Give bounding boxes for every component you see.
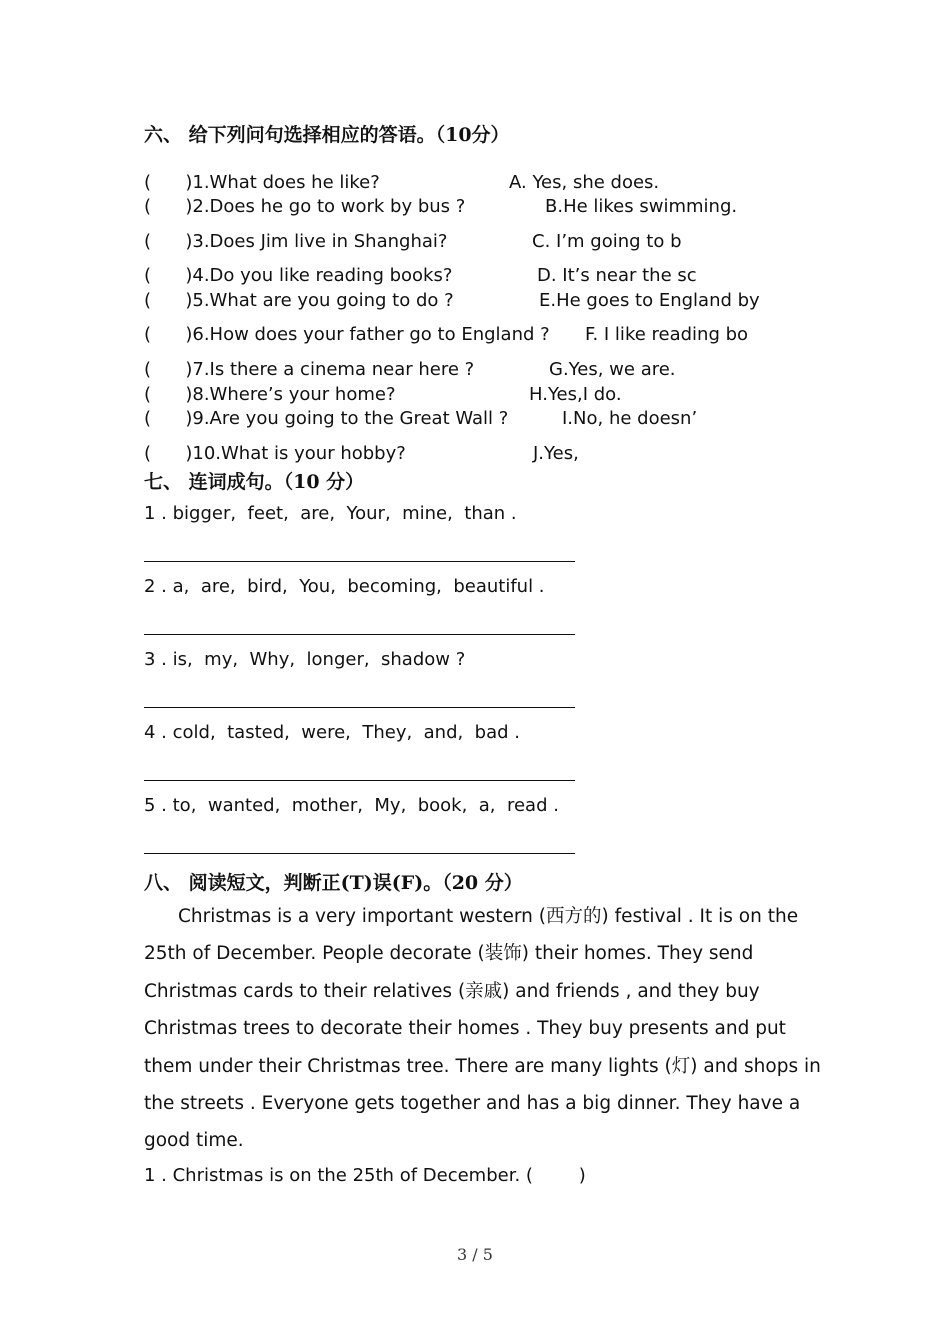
question-7: ( )7.Is there a cinema near here ? [144, 359, 475, 380]
question-10: ( )10.What is your hobby? [144, 443, 406, 464]
answer-d: D. It’s near the sc [537, 265, 697, 286]
question-4: ( )4.Do you like reading books? [144, 265, 453, 286]
answer-h: H.Yes,I do. [529, 384, 622, 405]
sentence-2: 2 . a, are, bird, You, becoming, beautiful . [144, 576, 545, 597]
sentence-1: 1 . bigger, feet, are, Your, mine, than . [144, 503, 517, 524]
reading-passage [144, 898, 824, 1160]
answer-line-5[interactable] [144, 853, 575, 854]
answer-line-2[interactable] [144, 634, 575, 635]
judgement-question-1: 1 . Christmas is on the 25th of December. ( ) [144, 1165, 586, 1186]
answer-i: I.No, he doesn’ [562, 408, 698, 429]
answer-e: E.He goes to England by [539, 290, 760, 311]
page-number: 3 / 5 [457, 1245, 493, 1264]
answer-g: G.Yes, we are. [549, 359, 676, 380]
question-5: ( )5.What are you going to do ? [144, 290, 454, 311]
question-6: ( )6.How does your father go to England ? [144, 324, 550, 345]
sentence-5: 5 . to, wanted, mother, My, book, a, read . [144, 795, 559, 816]
section-7-title: 七、 连词成句。（10 分） [144, 471, 365, 493]
question-9: ( )9.Are you going to the Great Wall ? [144, 408, 509, 429]
answer-c: C. I’m going to b [532, 231, 682, 252]
answer-line-1[interactable] [144, 561, 575, 562]
answer-b: B.He likes swimming. [545, 196, 738, 217]
answer-line-4[interactable] [144, 780, 575, 781]
sentence-4: 4 . cold, tasted, were, They, and, bad . [144, 722, 520, 743]
answer-line-3[interactable] [144, 707, 575, 708]
question-2: ( )2.Does he go to work by bus ? [144, 196, 466, 217]
answer-j: J.Yes, [533, 443, 579, 464]
sentence-3: 3 . is, my, Why, longer, shadow ? [144, 649, 466, 670]
question-8: ( )8.Where’s your home? [144, 384, 396, 405]
section-6-title: 六、 给下列问句选择相应的答语。（10分） [144, 124, 510, 146]
passage-text: Christmas is a very important western (西方的) festival . It is on the 25th of December. People decorate (装饰) their homes. They send Christmas cards to their relatives (亲戚) and friends , and they buy Christmas trees to decorate their homes . They buy presents and put them under their Christmas tree. There are many lights (灯) and shops in the streets . Everyone gets together and has a big dinner. They have a good time. [144, 906, 821, 1152]
section-8-title: 八、 阅读短文，判断正(T)误(F)。（20 分） [144, 872, 523, 894]
answer-a: A. Yes, she does. [509, 172, 660, 193]
answer-f: F. I like reading bo [585, 324, 749, 345]
question-1: ( )1.What does he like? [144, 172, 380, 193]
question-3: ( )3.Does Jim live in Shanghai? [144, 231, 448, 252]
